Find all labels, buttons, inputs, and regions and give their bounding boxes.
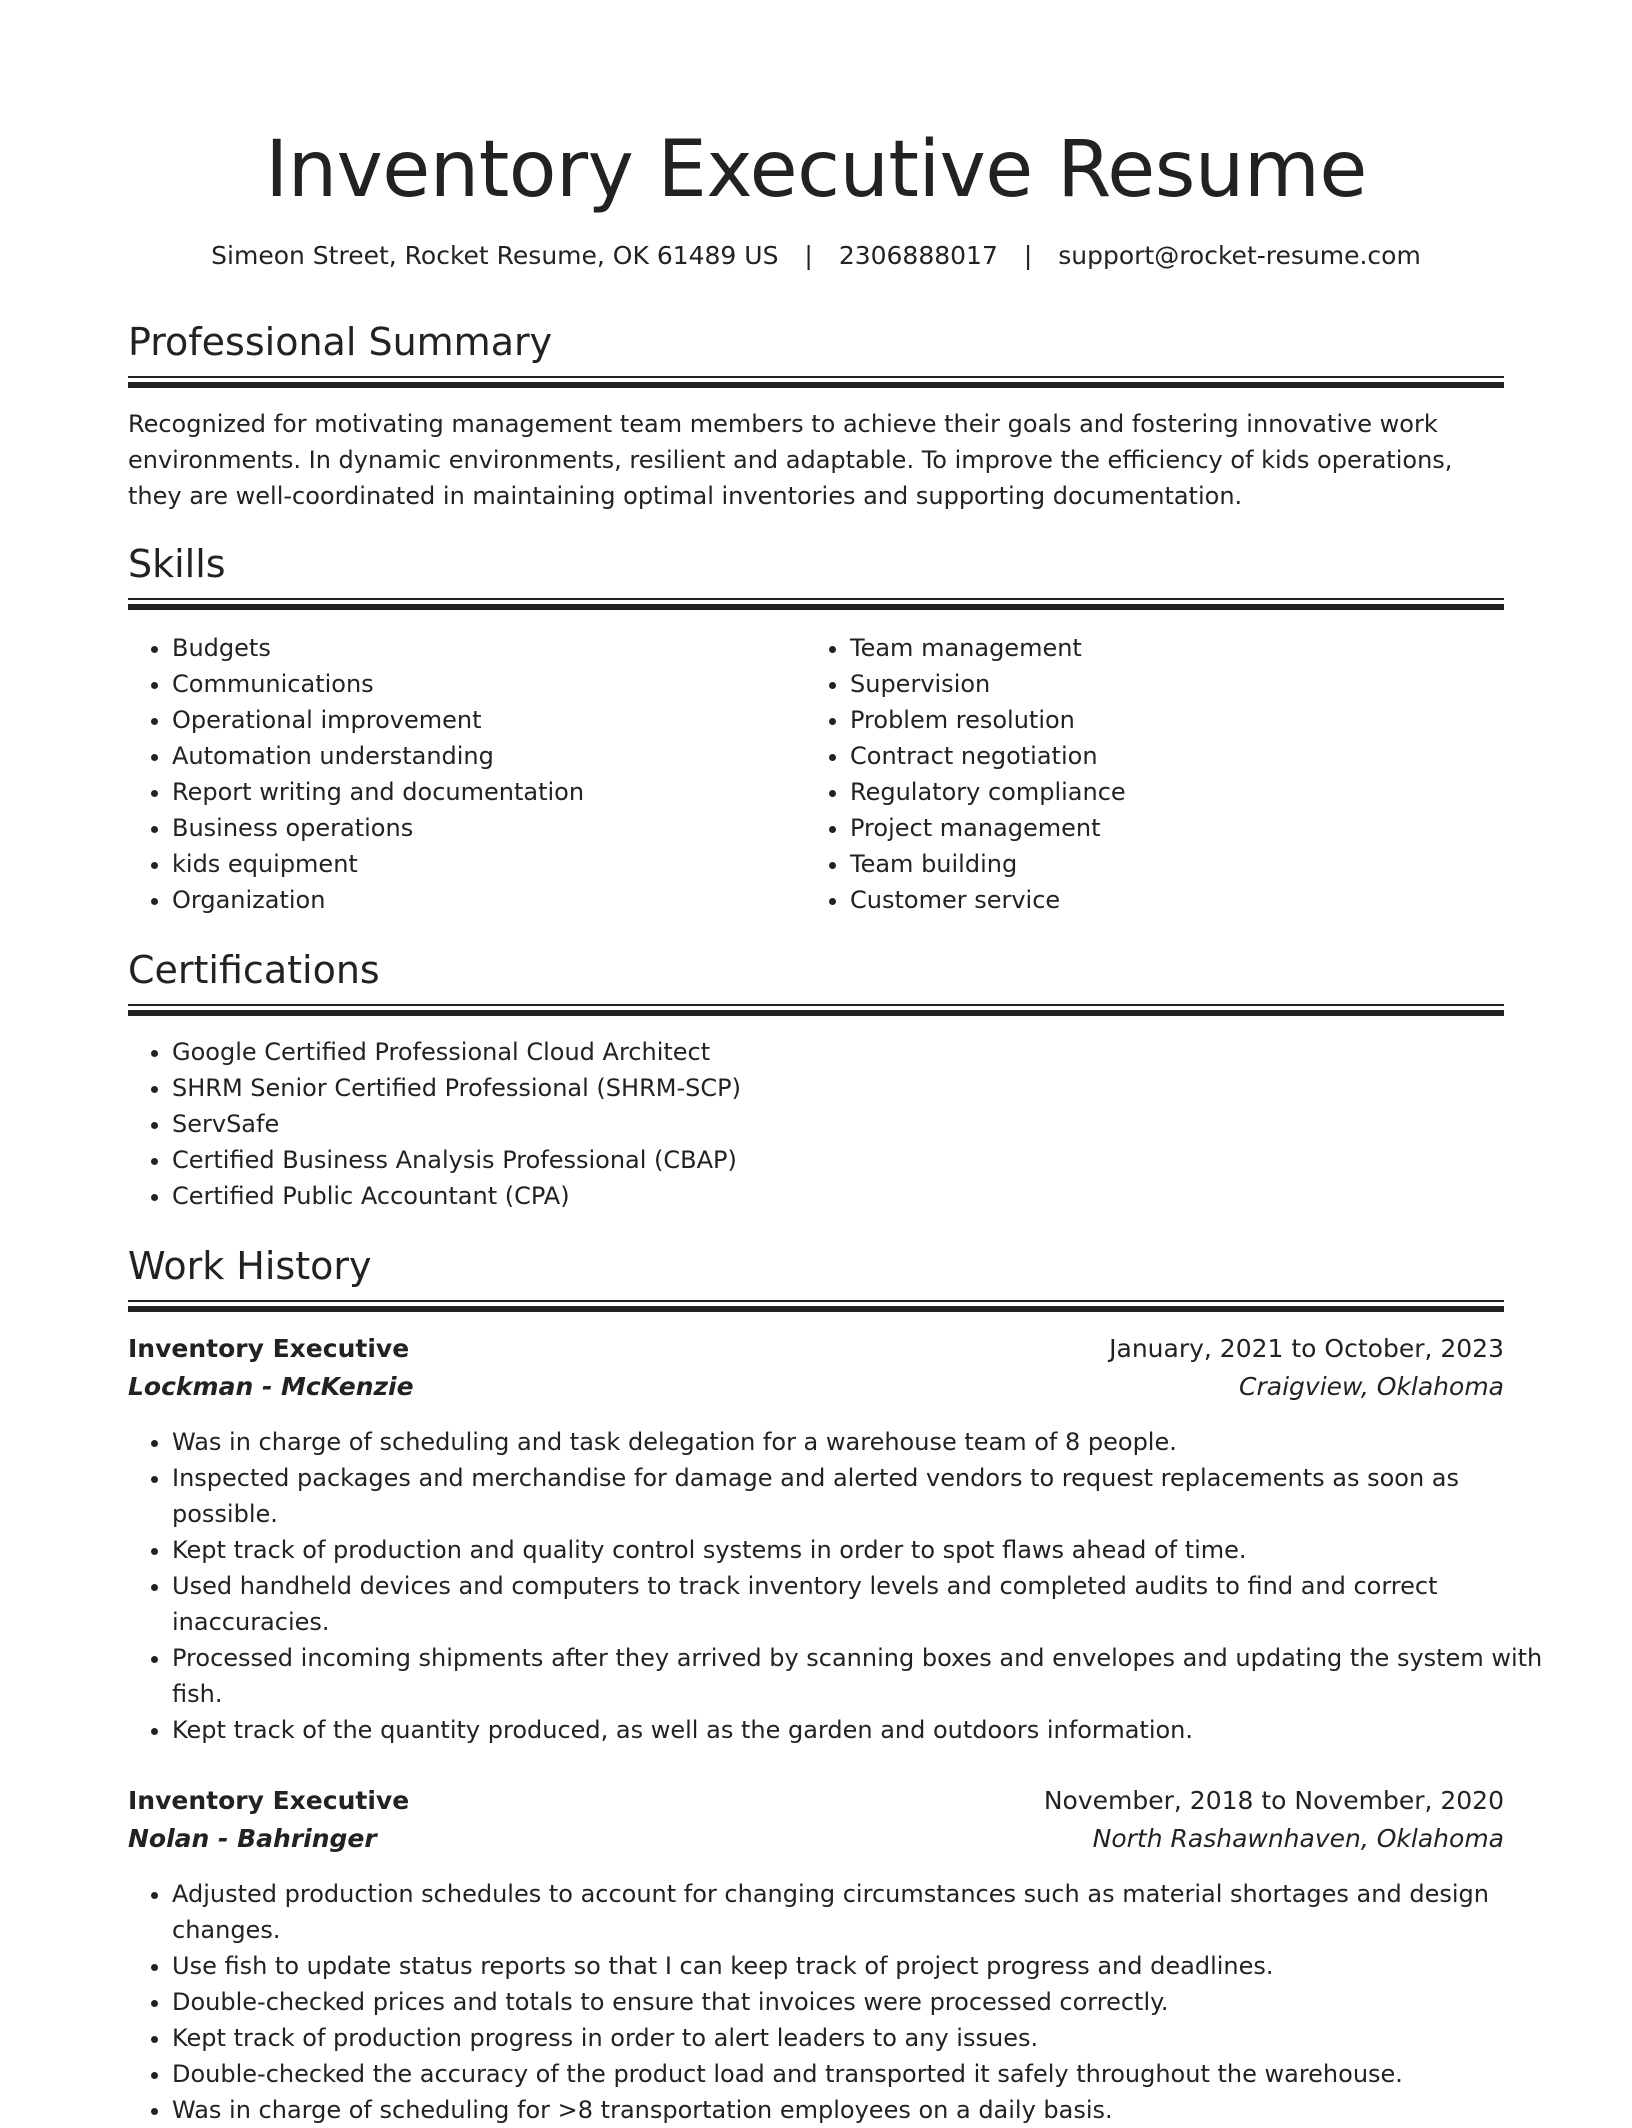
section-heading: Skills: [128, 542, 226, 586]
skill-item: • Budgets: [172, 630, 792, 666]
skill-item: • Team management: [850, 630, 1470, 666]
section-divider: [128, 598, 1504, 610]
skill-item: • Regulatory compliance: [850, 774, 1470, 810]
job-bullet: • Inspected packages and merchandise for damage and alerted vendors to request replacements as soon as possible.: [172, 1460, 1548, 1532]
skill-item: • Project management: [850, 810, 1470, 846]
job-bullet: • Kept track of production and quality control systems in order to spot flaws ahead of time.: [172, 1532, 1548, 1568]
section-heading: Certifications: [128, 948, 380, 992]
skill-item: • Contract negotiation: [850, 738, 1470, 774]
skill-item: • Operational improvement: [172, 702, 792, 738]
certification-item: • Certified Business Analysis Professional (CBAP): [172, 1142, 1548, 1178]
job-bullet: • Double-checked the accuracy of the product load and transported it safely throughout the warehouse.: [172, 2056, 1548, 2092]
address: Simeon Street, Rocket Resume, OK 61489 US: [211, 241, 779, 270]
job-company: Lockman - McKenzie: [128, 1372, 414, 1401]
job-company: Nolan - Bahringer: [128, 1824, 377, 1853]
job-location: North Rashawnhaven, Oklahoma: [1092, 1824, 1504, 1853]
section-divider: [128, 376, 1504, 388]
section-summary-header: [128, 318, 1504, 366]
section-heading: Professional Summary: [128, 320, 553, 364]
job-title: Inventory Executive: [128, 1334, 410, 1363]
skill-item: • Problem resolution: [850, 702, 1470, 738]
skill-item: • Business operations: [172, 810, 792, 846]
certification-item: • Certified Public Accountant (CPA): [172, 1178, 1548, 1214]
job-bullets: [128, 1424, 1548, 1748]
job-bullet: • Was in charge of scheduling for >8 transportation employees on a daily basis.: [172, 2092, 1548, 2128]
job-location: Craigview, Oklahoma: [1239, 1372, 1504, 1401]
section-divider: [128, 1004, 1504, 1016]
job-bullet: • Kept track of production progress in order to alert leaders to any issues.: [172, 2020, 1548, 2056]
separator: |: [1023, 241, 1033, 270]
resume-title: Inventory Executive Resume: [265, 125, 1367, 215]
summary-text: Recognized for motivating management team members to achieve their goals and fostering innovative work environments. In dynamic environments, resilient and adaptable. To improve the efficiency of kids operations, they are well-coordinated in maintaining optimal inventories and supporting documentation.: [128, 410, 1453, 510]
certifications-list: [128, 1034, 1548, 1214]
section-certifications-header: [128, 946, 1504, 994]
job-dates: January, 2021 to October, 2023: [1109, 1334, 1504, 1363]
certification-item: • SHRM Senior Certified Professional (SHRM-SCP): [172, 1070, 1548, 1106]
skill-item: • Team building: [850, 846, 1470, 882]
skill-item: • Supervision: [850, 666, 1470, 702]
section-divider: [128, 1300, 1504, 1312]
job-bullet: • Double-checked prices and totals to ensure that invoices were processed correctly.: [172, 1984, 1548, 2020]
contact-line: [0, 238, 1632, 274]
job-title-row: [128, 1782, 1504, 1820]
skills-list-right: [806, 630, 1470, 918]
job-bullet: • Used handheld devices and computers to track inventory levels and completed audits to find and correct inaccuracies.: [172, 1568, 1548, 1640]
job-title-row: [128, 1330, 1504, 1368]
job-bullet: • Kept track of the quantity produced, as well as the garden and outdoors information.: [172, 1712, 1548, 1748]
section-skills-header: [128, 540, 1504, 588]
skill-item: • Report writing and documentation: [172, 774, 792, 810]
job-title: Inventory Executive: [128, 1786, 410, 1815]
job-company-row: [128, 1368, 1504, 1406]
job-company-row: [128, 1820, 1504, 1858]
skill-item: • Customer service: [850, 882, 1470, 918]
job-bullet: • Use fish to update status reports so that I can keep track of project progress and deadlines.: [172, 1948, 1548, 1984]
job-dates: November, 2018 to November, 2020: [1043, 1786, 1504, 1815]
job-bullets: [128, 1876, 1548, 2128]
skill-item: • Communications: [172, 666, 792, 702]
skill-item: • kids equipment: [172, 846, 792, 882]
separator: |: [804, 241, 813, 270]
skills-list-left: [128, 630, 792, 918]
certification-item: • Google Certified Professional Cloud Architect: [172, 1034, 1548, 1070]
job-bullet: • Adjusted production schedules to account for changing circumstances such as material shortages and design changes.: [172, 1876, 1548, 1948]
section-heading: Work History: [128, 1244, 372, 1288]
phone: 2306888017: [838, 241, 998, 270]
skill-item: • Automation understanding: [172, 738, 792, 774]
email: support@rocket-resume.com: [1058, 241, 1421, 270]
job-bullet: • Processed incoming shipments after they arrived by scanning boxes and envelopes and updating the system with fish.: [172, 1640, 1548, 1712]
certification-item: • ServSafe: [172, 1106, 1548, 1142]
job-bullet: • Was in charge of scheduling and task delegation for a warehouse team of 8 people.: [172, 1424, 1548, 1460]
section-work-header: [128, 1242, 1504, 1290]
skill-item: • Organization: [172, 882, 792, 918]
